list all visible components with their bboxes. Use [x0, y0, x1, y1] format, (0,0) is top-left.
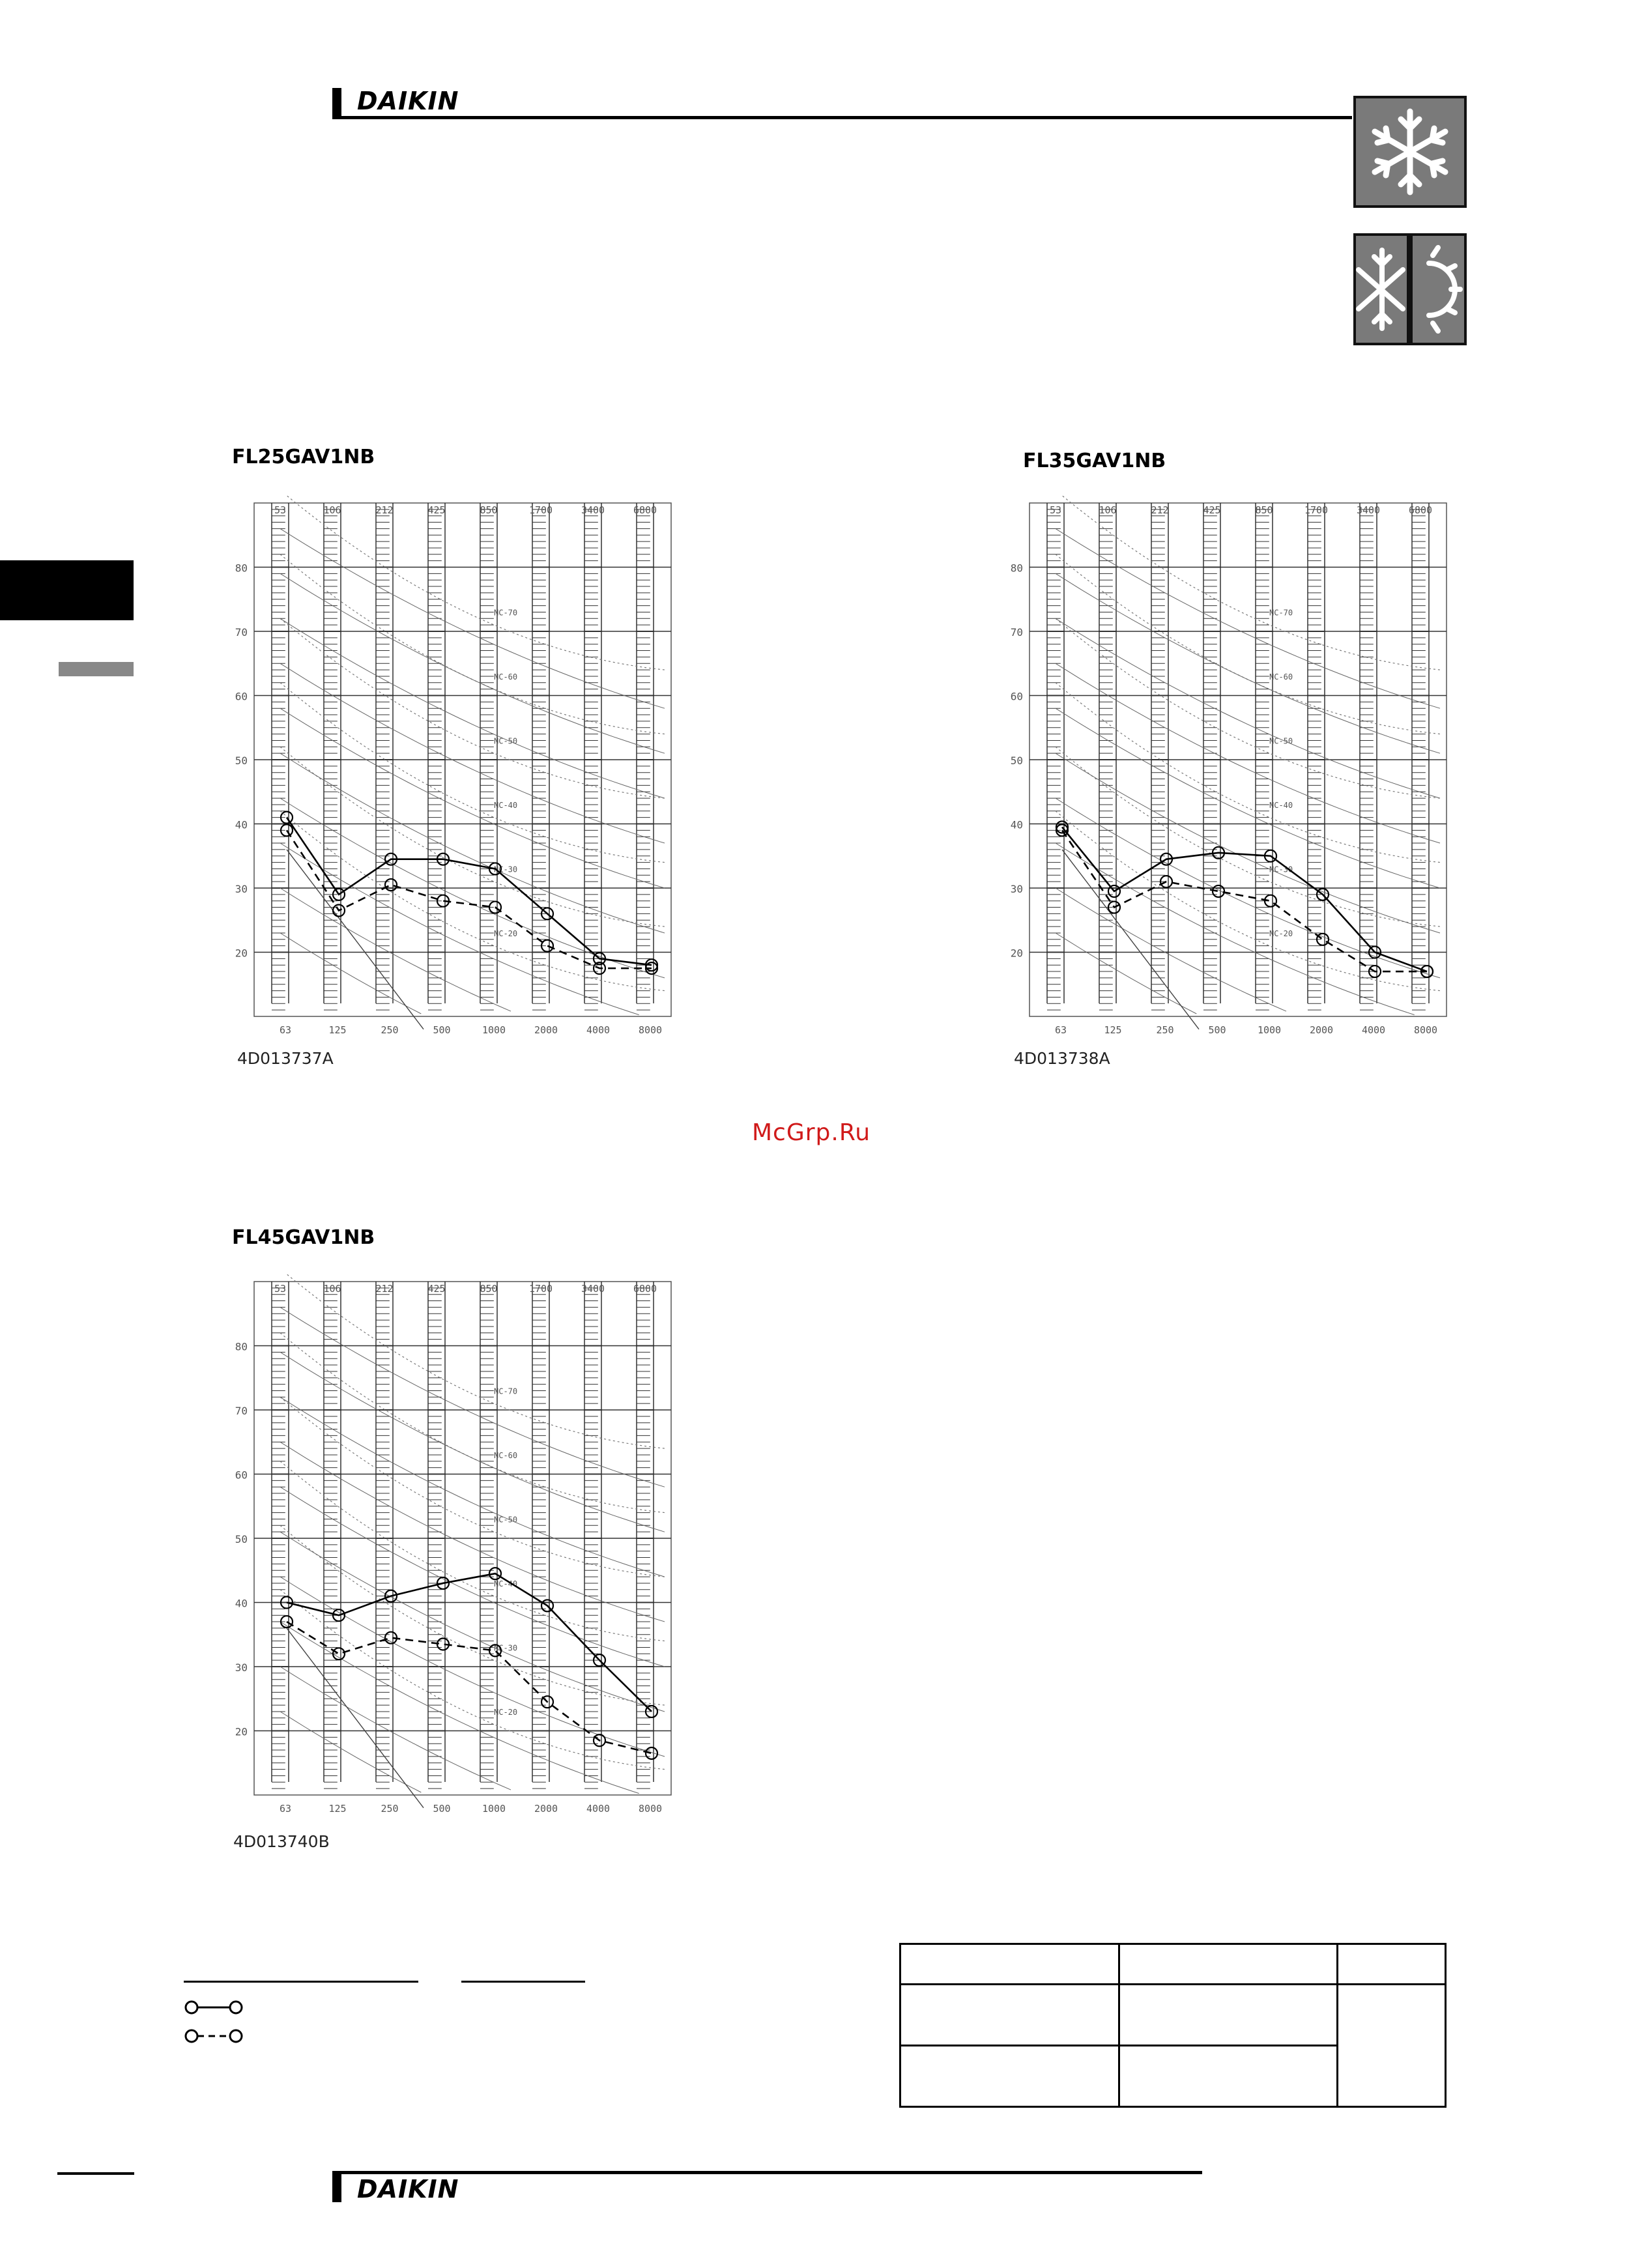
chart-title-fl25: FL25GAV1NB [232, 446, 375, 468]
nc-curve [1056, 495, 1440, 670]
x-top-tick-label: 3400 [1356, 504, 1381, 516]
series-line-solid [287, 818, 652, 966]
x-tick-label: 500 [433, 1024, 451, 1036]
nc-curve [1056, 683, 1440, 863]
band-ticks [324, 1288, 341, 1788]
drawing-number-fl35: 4D013738A [1014, 1049, 1110, 1068]
x-top-tick-label: 3400 [581, 504, 605, 516]
table-cell [1119, 2046, 1338, 2107]
series-line-solid [287, 1573, 652, 1712]
y-tick-label: 50 [1010, 754, 1023, 767]
nc-curve-label: NC-60 [494, 672, 518, 682]
nc-curve-label: NC-20 [494, 928, 518, 938]
background-curve [280, 1442, 665, 1622]
x-top-tick-label: 53 [1049, 504, 1062, 516]
background-curve [280, 1307, 665, 1487]
footer-logo: DAIKIN [357, 2175, 459, 2203]
legend-rule-left [184, 1981, 418, 1983]
y-tick-label: 80 [235, 1340, 248, 1353]
y-tick-label: 20 [1010, 947, 1023, 960]
nc-curve [1056, 618, 1440, 798]
x-top-tick-label: 1700 [528, 1283, 553, 1295]
background-curve [280, 663, 665, 843]
band-ticks [1360, 510, 1377, 1010]
y-tick-label: 70 [235, 626, 248, 639]
background-curve [1056, 618, 1440, 798]
band-ticks [376, 510, 393, 1010]
x-top-tick-label: 6800 [1408, 504, 1433, 516]
drawing-number-fl45: 4D013740B [233, 1832, 330, 1851]
y-tick-label: 30 [1010, 883, 1023, 895]
band-ticks [272, 510, 289, 1010]
x-top-tick-label: 106 [1099, 504, 1117, 516]
chart-title-fl45: FL45GAV1NB [232, 1226, 375, 1249]
nc-curve-label: NC-40 [1269, 800, 1293, 810]
x-top-tick-label: 1700 [1304, 504, 1329, 516]
x-tick-label: 500 [1208, 1024, 1226, 1036]
x-top-tick-label: 106 [323, 1283, 341, 1295]
x-tick-label: 250 [1156, 1024, 1174, 1036]
table-header-cell [900, 1944, 1119, 1985]
y-tick-label: 60 [235, 1469, 248, 1482]
y-tick-label: 40 [1010, 818, 1023, 831]
series-line-solid [1062, 827, 1427, 971]
nc-curve-label: NC-70 [1269, 608, 1293, 618]
threshold-curve [287, 850, 424, 1029]
table-header-cell [1338, 1944, 1446, 1985]
footer-rule [332, 2171, 1202, 2174]
background-curve [280, 708, 665, 888]
x-top-tick-label: 6800 [633, 504, 657, 516]
section-tab-black [0, 560, 134, 620]
y-tick-label: 60 [1010, 690, 1023, 703]
x-top-tick-label: 212 [375, 1283, 394, 1295]
x-tick-label: 1000 [482, 1803, 506, 1815]
header-rule [332, 116, 1352, 119]
band-ticks [584, 1288, 601, 1788]
x-tick-label: 500 [433, 1803, 451, 1815]
x-top-tick-label: 425 [427, 1283, 446, 1295]
x-tick-label: 125 [1104, 1024, 1122, 1036]
nc-curve [280, 1274, 665, 1448]
threshold-curve [1062, 850, 1199, 1029]
nc-curve-label: NC-20 [1269, 928, 1293, 938]
nc-curve [280, 1333, 665, 1513]
y-tick-label: 70 [235, 1405, 248, 1417]
x-tick-label: 125 [328, 1803, 347, 1815]
footer-rule-left [57, 2172, 134, 2175]
x-top-tick-label: 53 [274, 1283, 287, 1295]
x-tick-label: 8000 [1413, 1024, 1438, 1036]
x-tick-label: 63 [279, 1024, 292, 1036]
nc-curve-label: NC-60 [494, 1450, 518, 1460]
nc-curve-label: NC-30 [1269, 865, 1293, 874]
legend-solid-line-icon [184, 1999, 244, 2016]
x-tick-label: 1000 [482, 1024, 506, 1036]
background-curve [1056, 933, 1196, 1014]
x-top-tick-label: 425 [427, 504, 446, 516]
x-top-tick-label: 53 [274, 504, 287, 516]
data-point [385, 879, 397, 891]
nc-curve [1056, 554, 1440, 734]
y-tick-label: 50 [235, 754, 248, 767]
background-curve [1056, 708, 1440, 888]
table-cell [1119, 1985, 1338, 2046]
data-point [646, 1747, 657, 1759]
table-cell [900, 2046, 1119, 2107]
background-curve [280, 618, 665, 798]
nc-curve [280, 618, 665, 798]
band-ticks [1047, 510, 1064, 1010]
x-top-tick-label: 3400 [581, 1283, 605, 1295]
half-snowflake-half-sun-icon [1353, 233, 1467, 345]
nc-curve [280, 1397, 665, 1577]
y-tick-label: 40 [235, 1597, 248, 1610]
x-tick-label: 125 [328, 1024, 347, 1036]
x-top-tick-label: 850 [480, 504, 498, 516]
nc-chart-fl45 [222, 1274, 678, 1821]
nc-curve [280, 683, 665, 863]
x-tick-label: 8000 [638, 1803, 663, 1815]
y-tick-label: 60 [235, 690, 248, 703]
background-curve [280, 1397, 665, 1577]
drawing-number-fl25: 4D013737A [237, 1049, 334, 1068]
background-curve [1056, 663, 1440, 843]
watermark: McGrp.Ru [752, 1119, 871, 1146]
legend-rule-right [461, 1981, 585, 1983]
nc-curve-label: NC-50 [494, 1515, 518, 1525]
band-ticks [532, 510, 549, 1010]
x-top-tick-label: 425 [1203, 504, 1221, 516]
x-tick-label: 4000 [586, 1024, 611, 1036]
nc-curve-label: NC-60 [1269, 672, 1293, 682]
snowflake-icon [1353, 96, 1467, 208]
x-tick-label: 63 [279, 1803, 292, 1815]
x-tick-label: 4000 [586, 1803, 611, 1815]
band-ticks [1099, 510, 1116, 1010]
y-tick-label: 80 [235, 562, 248, 575]
band-ticks [532, 1288, 549, 1788]
background-curve [1056, 528, 1440, 708]
nc-curve-label: NC-30 [494, 865, 518, 874]
info-table [899, 1943, 1447, 2108]
header-logo: DAIKIN [357, 87, 459, 115]
section-tab-grey [59, 662, 134, 676]
y-tick-label: 40 [235, 818, 248, 831]
band-ticks [637, 1288, 654, 1788]
table-cell [900, 1985, 1119, 2046]
x-tick-label: 250 [381, 1803, 399, 1815]
band-ticks [272, 1288, 289, 1788]
background-curve [280, 933, 421, 1014]
x-top-tick-label: 6800 [633, 1283, 657, 1295]
x-top-tick-label: 850 [1255, 504, 1273, 516]
x-tick-label: 250 [381, 1024, 399, 1036]
band-ticks [1412, 510, 1429, 1010]
header-logo-bar [332, 88, 341, 119]
footer-logo-bar [332, 2172, 341, 2202]
nc-curve [280, 554, 665, 734]
nc-curve [280, 1461, 665, 1641]
x-tick-label: 2000 [534, 1803, 558, 1815]
y-tick-label: 30 [235, 1661, 248, 1674]
nc-curve-label: NC-40 [494, 800, 518, 810]
y-tick-label: 80 [1010, 562, 1023, 575]
threshold-curve [287, 1628, 424, 1808]
nc-curve [1056, 747, 1440, 926]
x-tick-label: 4000 [1361, 1024, 1386, 1036]
nc-curve-label: NC-70 [494, 608, 518, 618]
series-line-dashed [287, 1622, 652, 1753]
x-tick-label: 2000 [534, 1024, 558, 1036]
x-tick-label: 2000 [1309, 1024, 1334, 1036]
x-tick-label: 8000 [638, 1024, 663, 1036]
nc-curve-label: NC-50 [1269, 736, 1293, 746]
y-tick-label: 30 [235, 883, 248, 895]
nc-curve-label: NC-30 [494, 1643, 518, 1653]
nc-curve-label: NC-70 [494, 1386, 518, 1396]
y-tick-label: 50 [235, 1533, 248, 1545]
background-curve [280, 1487, 665, 1667]
table-cell [1338, 1985, 1446, 2107]
nc-curve-label: NC-20 [494, 1707, 518, 1717]
x-top-tick-label: 212 [1151, 504, 1169, 516]
nc-chart-fl25 [222, 495, 678, 1042]
y-tick-label: 70 [1010, 626, 1023, 639]
nc-curve [280, 495, 665, 670]
x-top-tick-label: 106 [323, 504, 341, 516]
band-ticks [324, 510, 341, 1010]
table-header-cell [1119, 1944, 1338, 1985]
chart-title-fl35: FL35GAV1NB [1023, 450, 1166, 472]
background-curve [280, 528, 665, 708]
nc-curve-label: NC-50 [494, 736, 518, 746]
background-curve [280, 753, 665, 933]
y-tick-label: 20 [235, 1725, 248, 1738]
x-tick-label: 63 [1054, 1024, 1067, 1036]
x-top-tick-label: 850 [480, 1283, 498, 1295]
x-top-tick-label: 1700 [528, 504, 553, 516]
band-ticks [637, 510, 654, 1010]
x-top-tick-label: 212 [375, 504, 394, 516]
nc-curve-label: NC-40 [494, 1579, 518, 1588]
x-tick-label: 1000 [1257, 1024, 1282, 1036]
band-ticks [376, 1288, 393, 1788]
nc-chart-fl35 [997, 495, 1453, 1042]
band-ticks [584, 510, 601, 1010]
legend-dashed-line-icon [184, 2028, 244, 2045]
background-curve [280, 1712, 421, 1792]
y-tick-label: 20 [235, 947, 248, 960]
band-ticks [1151, 510, 1168, 1010]
